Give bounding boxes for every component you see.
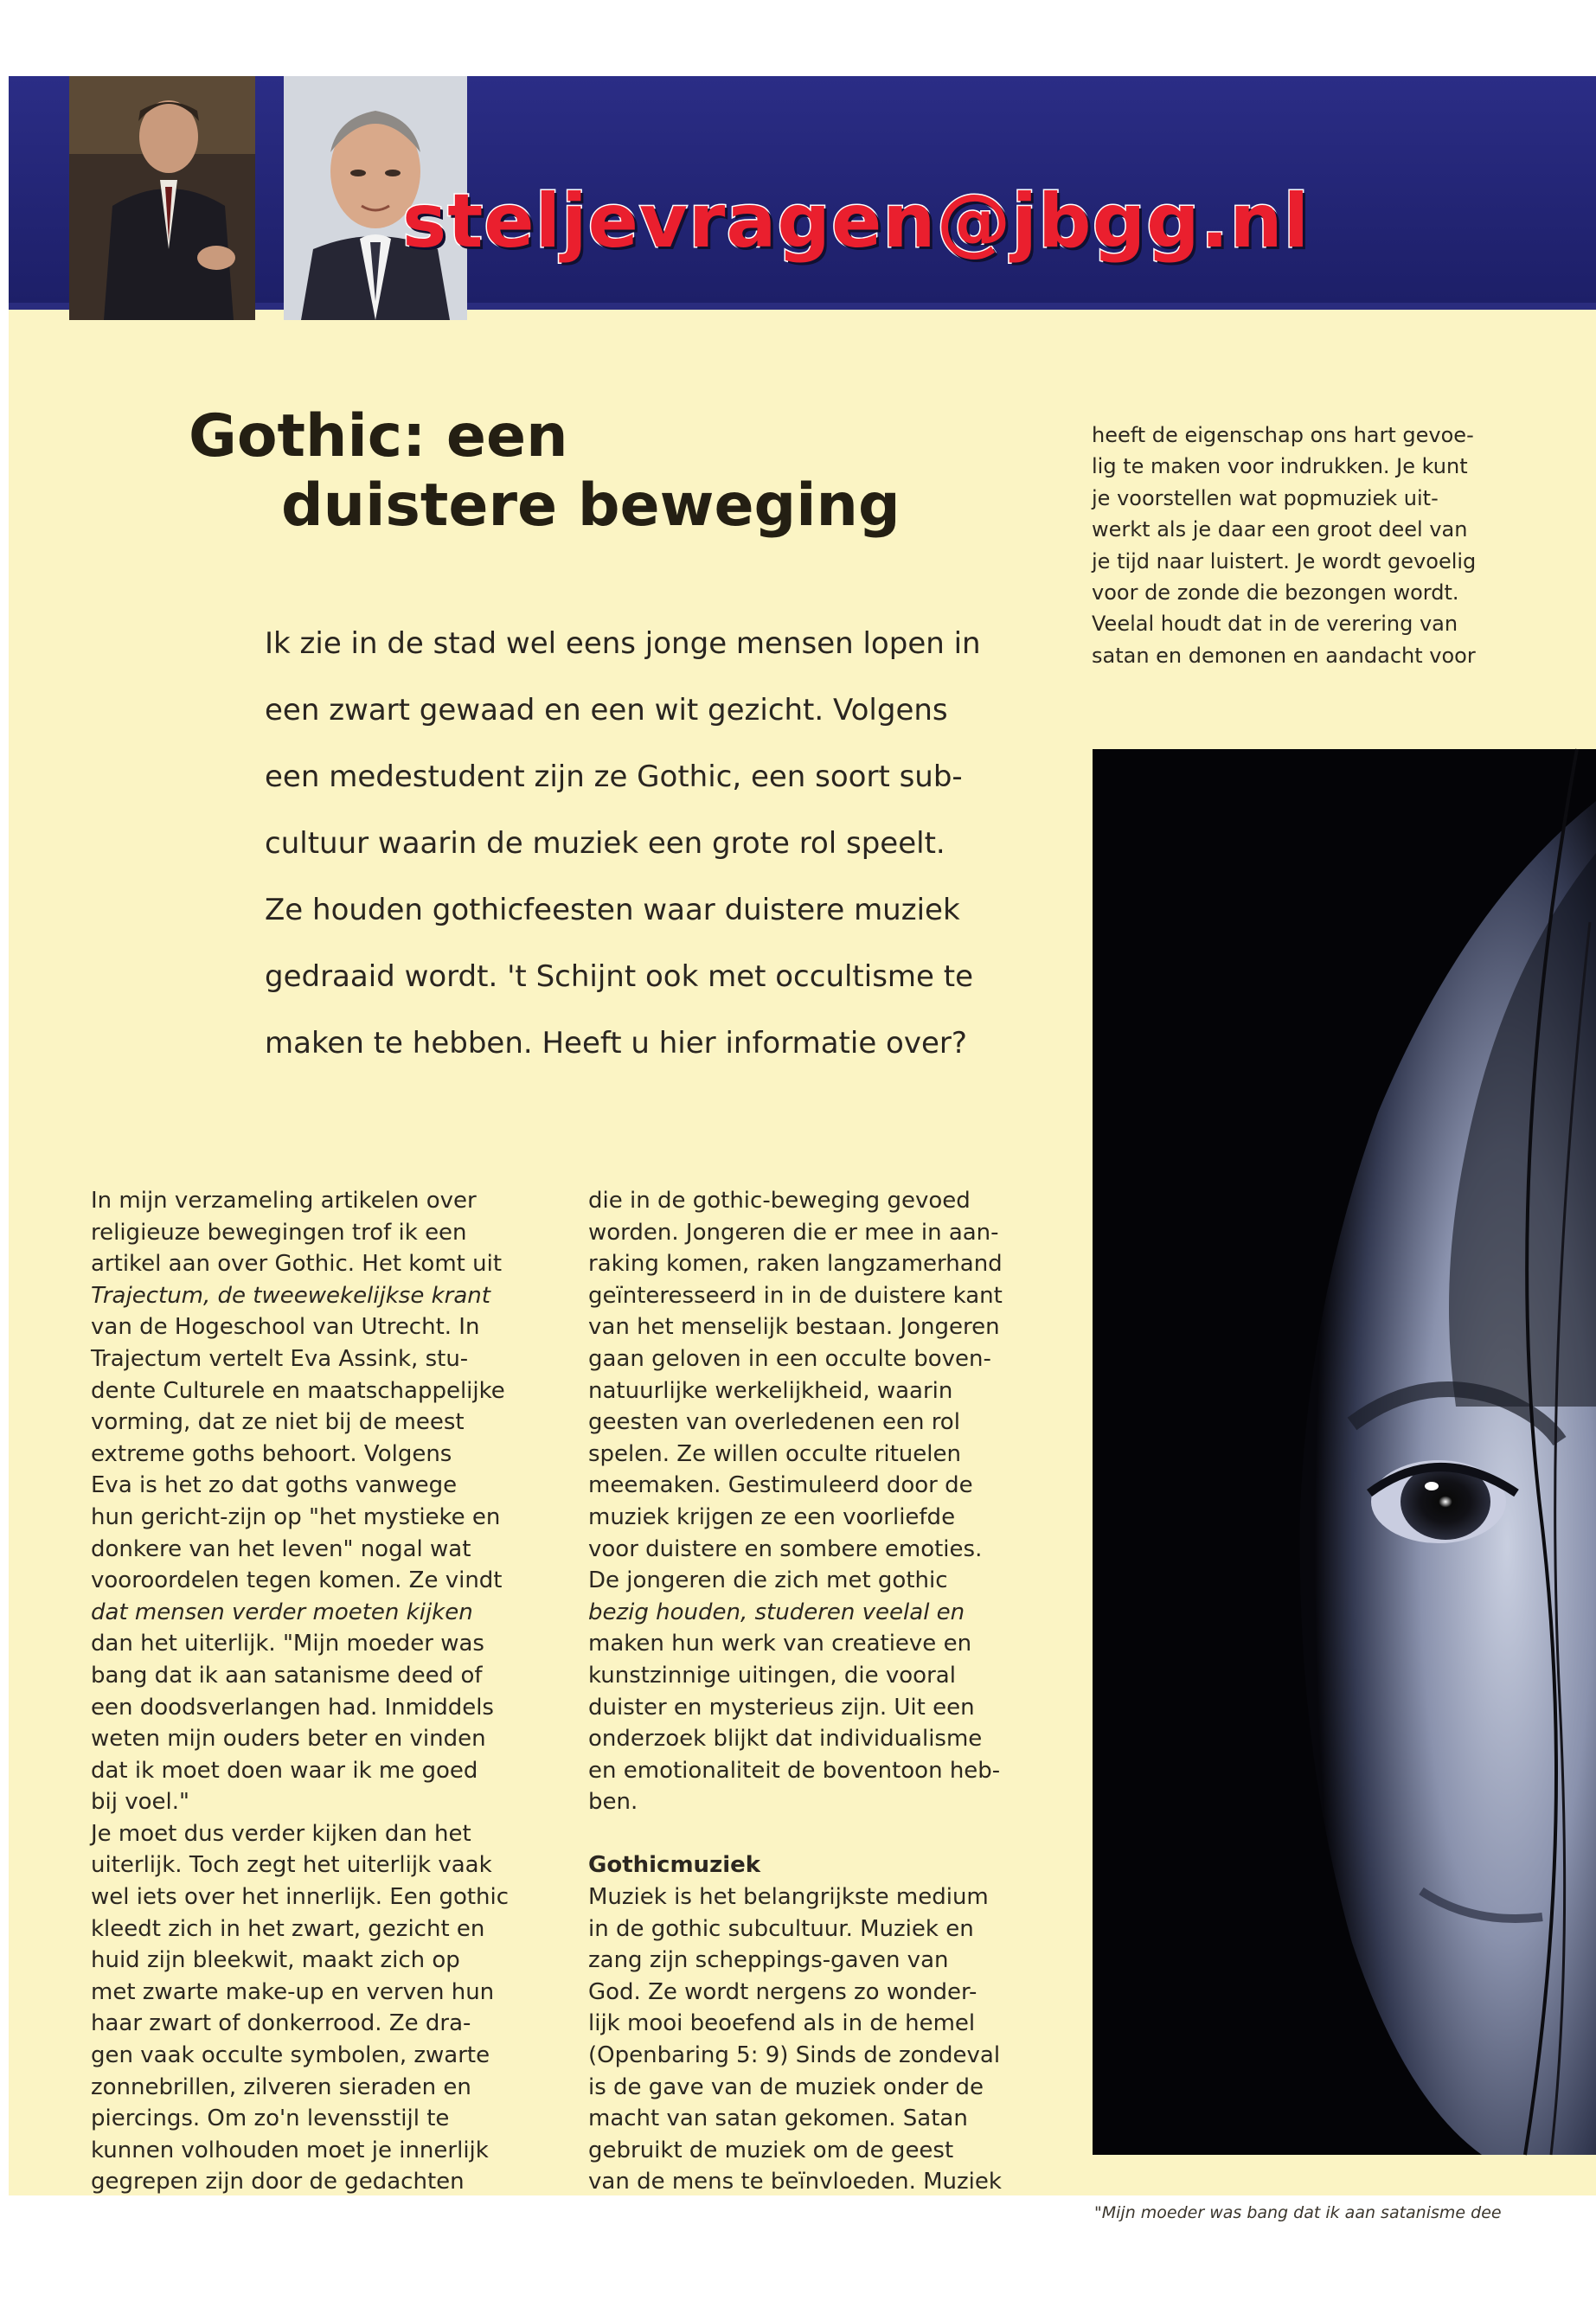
body-line: je tijd naar luistert. Je wordt gevoelig xyxy=(1092,548,1477,574)
body-line: bezig houden, studeren veelal en xyxy=(588,1599,965,1625)
body-line: zang zijn scheppings-gaven van xyxy=(588,1947,949,1974)
body-line: dat mensen verder moeten kijken xyxy=(91,1599,473,1625)
body-line: vorming, dat ze niet bij de meest xyxy=(91,1409,465,1436)
body-line: piercings. Om zo'n levensstijl te xyxy=(91,2106,450,2132)
body-line: haar zwart of donkerrood. Ze dra- xyxy=(91,2010,471,2037)
body-line: onderzoek blijkt dat individualisme xyxy=(588,1726,983,1753)
body-line: voor duistere en sombere emoties. xyxy=(588,1535,983,1562)
body-line: lig te maken voor indrukken. Je kunt xyxy=(1092,454,1468,479)
body-line: muziek krijgen ze een voorliefde xyxy=(588,1503,956,1530)
body-line: zonnebrillen, zilveren sieraden en xyxy=(91,2073,471,2100)
body-line: weten mijn ouders beter en vinden xyxy=(91,1726,486,1753)
body-line: duister en mysterieus zijn. Uit een xyxy=(588,1694,975,1721)
body-line: gegrepen zijn door de gedachten xyxy=(91,2169,465,2195)
body-line: God. Ze wordt nergens zo wonder- xyxy=(588,1978,977,2005)
speaker-illustration xyxy=(69,76,255,320)
section-subhead: Gothicmuziek xyxy=(588,1852,761,1879)
body-line: van het menselijk bestaan. Jongeren xyxy=(588,1314,1000,1341)
body-line: werkt als je daar een groot deel van xyxy=(1092,517,1468,542)
body-line: die in de gothic-beweging gevoed xyxy=(588,1188,971,1214)
body-line: een doodsverlangen had. Inmiddels xyxy=(91,1694,494,1721)
body-line: maken hun werk van creatieve en xyxy=(588,1631,972,1657)
body-line: Trajectum, de tweewekelijkse krant xyxy=(91,1282,490,1309)
body-line: extreme goths behoort. Volgens xyxy=(91,1440,452,1467)
body-line: voor de zonde die bezongen wordt. xyxy=(1092,580,1459,606)
body-line: donkere van het leven" nogal wat xyxy=(91,1535,471,1562)
body-line: gen vaak occulte symbolen, zwarte xyxy=(91,2042,490,2069)
body-line: van de Hogeschool van Utrecht. In xyxy=(91,1314,480,1341)
article-column-2 xyxy=(588,1185,1073,2198)
body-line: natuurlijke werkelijkheid, waarin xyxy=(588,1377,953,1404)
body-line: Eva is het zo dat goths vanwege xyxy=(91,1472,458,1499)
question-line: een medestudent zijn ze Gothic, een soort sub- xyxy=(265,760,963,794)
body-line: bij voel." xyxy=(91,1789,189,1816)
reader-question xyxy=(265,611,1043,1077)
question-line: Ik zie in de stad wel eens jonge mensen lopen in xyxy=(265,626,981,661)
body-line: en emotionaliteit de boventoon heb- xyxy=(588,1757,1001,1784)
body-line: uiterlijk. Toch zegt het uiterlijk vaak xyxy=(91,1852,492,1879)
body-line: artikel aan over Gothic. Het komt uit xyxy=(91,1251,503,1278)
body-line: vooroordelen tegen komen. Ze vindt xyxy=(91,1567,503,1594)
email-address[interactable]: steljevragen@jbgg.nl xyxy=(402,178,1311,265)
body-line: De jongeren die zich met gothic xyxy=(588,1567,948,1594)
body-line: raking komen, raken langzamerhand xyxy=(588,1251,1003,1278)
body-line: spelen. Ze willen occulte rituelen xyxy=(588,1440,961,1467)
body-line: (Openbaring 5: 9) Sinds de zondeval xyxy=(588,2042,1001,2069)
body-line: meemaken. Gestimuleerd door de xyxy=(588,1472,973,1499)
body-line: Je moet dus verder kijken dan het xyxy=(91,1820,471,1847)
body-line: in de gothic subcultuur. Muziek en xyxy=(588,1915,974,1942)
body-line: hun gericht-zijn op "het mystieke en xyxy=(91,1503,501,1530)
body-line: dente Culturele en maatschappelijke xyxy=(91,1377,505,1404)
body-line: macht van satan gekomen. Satan xyxy=(588,2106,968,2132)
photo-caption: "Mijn moeder was bang dat ik aan satanisme dee xyxy=(1094,2203,1502,2222)
body-line: geesten van overledenen een rol xyxy=(588,1409,960,1436)
article-column-1 xyxy=(91,1185,575,2198)
body-line: worden. Jongeren die er mee in aan- xyxy=(588,1219,999,1246)
body-line: huid zijn bleekwit, maakt zich op xyxy=(91,1947,460,1974)
body-line: gaan geloven in een occulte boven- xyxy=(588,1345,991,1372)
body-line: is de gave van de muziek onder de xyxy=(588,2073,984,2100)
body-line: van de mens te beïnvloeden. Muziek xyxy=(588,2169,1002,2195)
body-line: kleedt zich in het zwart, gezicht en xyxy=(91,1915,485,1942)
body-line: wel iets over het innerlijk. Een gothic xyxy=(91,1884,510,1911)
question-line: Ze houden gothicfeesten waar duistere muziek xyxy=(265,893,960,927)
body-line: gebruikt de muziek om de geest xyxy=(588,2137,954,2163)
body-line: bang dat ik aan satanisme deed of xyxy=(91,1662,483,1689)
body-line: kunnen volhouden moet je innerlijk xyxy=(91,2137,489,2163)
body-line: In mijn verzameling artikelen over xyxy=(91,1188,477,1214)
question-line: maken te hebben. Heeft u hier informatie over? xyxy=(265,1026,967,1061)
body-line: ben. xyxy=(588,1789,638,1816)
body-line: religieuze bewegingen trof ik een xyxy=(91,1219,467,1246)
article-column-3 xyxy=(1092,420,1576,671)
article-title-line2: duistere beweging xyxy=(281,471,901,540)
body-line: lijk mooi beoefend als in de hemel xyxy=(588,2010,976,2037)
body-line: dat ik moet doen waar ik me goed xyxy=(91,1757,478,1784)
body-line: geïnteresseerd in in de duistere kant xyxy=(588,1282,1003,1309)
magazine-page xyxy=(9,76,1596,2222)
blank-line xyxy=(588,1818,1073,1850)
gothic-face-photo xyxy=(1093,749,1596,2155)
body-line: satan en demonen en aandacht voor xyxy=(1092,643,1476,668)
gothic-face-illustration xyxy=(1093,749,1596,2155)
question-line: cultuur waarin de muziek een grote rol speelt. xyxy=(265,826,945,861)
article-title-line1: Gothic: een xyxy=(189,402,568,471)
body-line: dan het uiterlijk. "Mijn moeder was xyxy=(91,1631,484,1657)
body-line: Trajectum vertelt Eva Assink, stu- xyxy=(91,1345,469,1372)
body-line: kunstzinnige uitingen, die vooral xyxy=(588,1662,956,1689)
body-line: je voorstellen wat popmuziek uit- xyxy=(1092,485,1439,510)
body-line: Veelal houdt dat in de verering van xyxy=(1092,612,1458,637)
speaker-photo xyxy=(69,76,255,320)
question-line: een zwart gewaad en een wit gezicht. Volgens xyxy=(265,693,948,727)
question-line: gedraaid wordt. 't Schijnt ook met occultisme te xyxy=(265,959,974,994)
body-line: met zwarte make-up en verven hun xyxy=(91,1978,495,2005)
body-line: heeft de eigenschap ons hart gevoe- xyxy=(1092,423,1474,447)
body-line: Muziek is het belangrijkste medium xyxy=(588,1884,989,1911)
